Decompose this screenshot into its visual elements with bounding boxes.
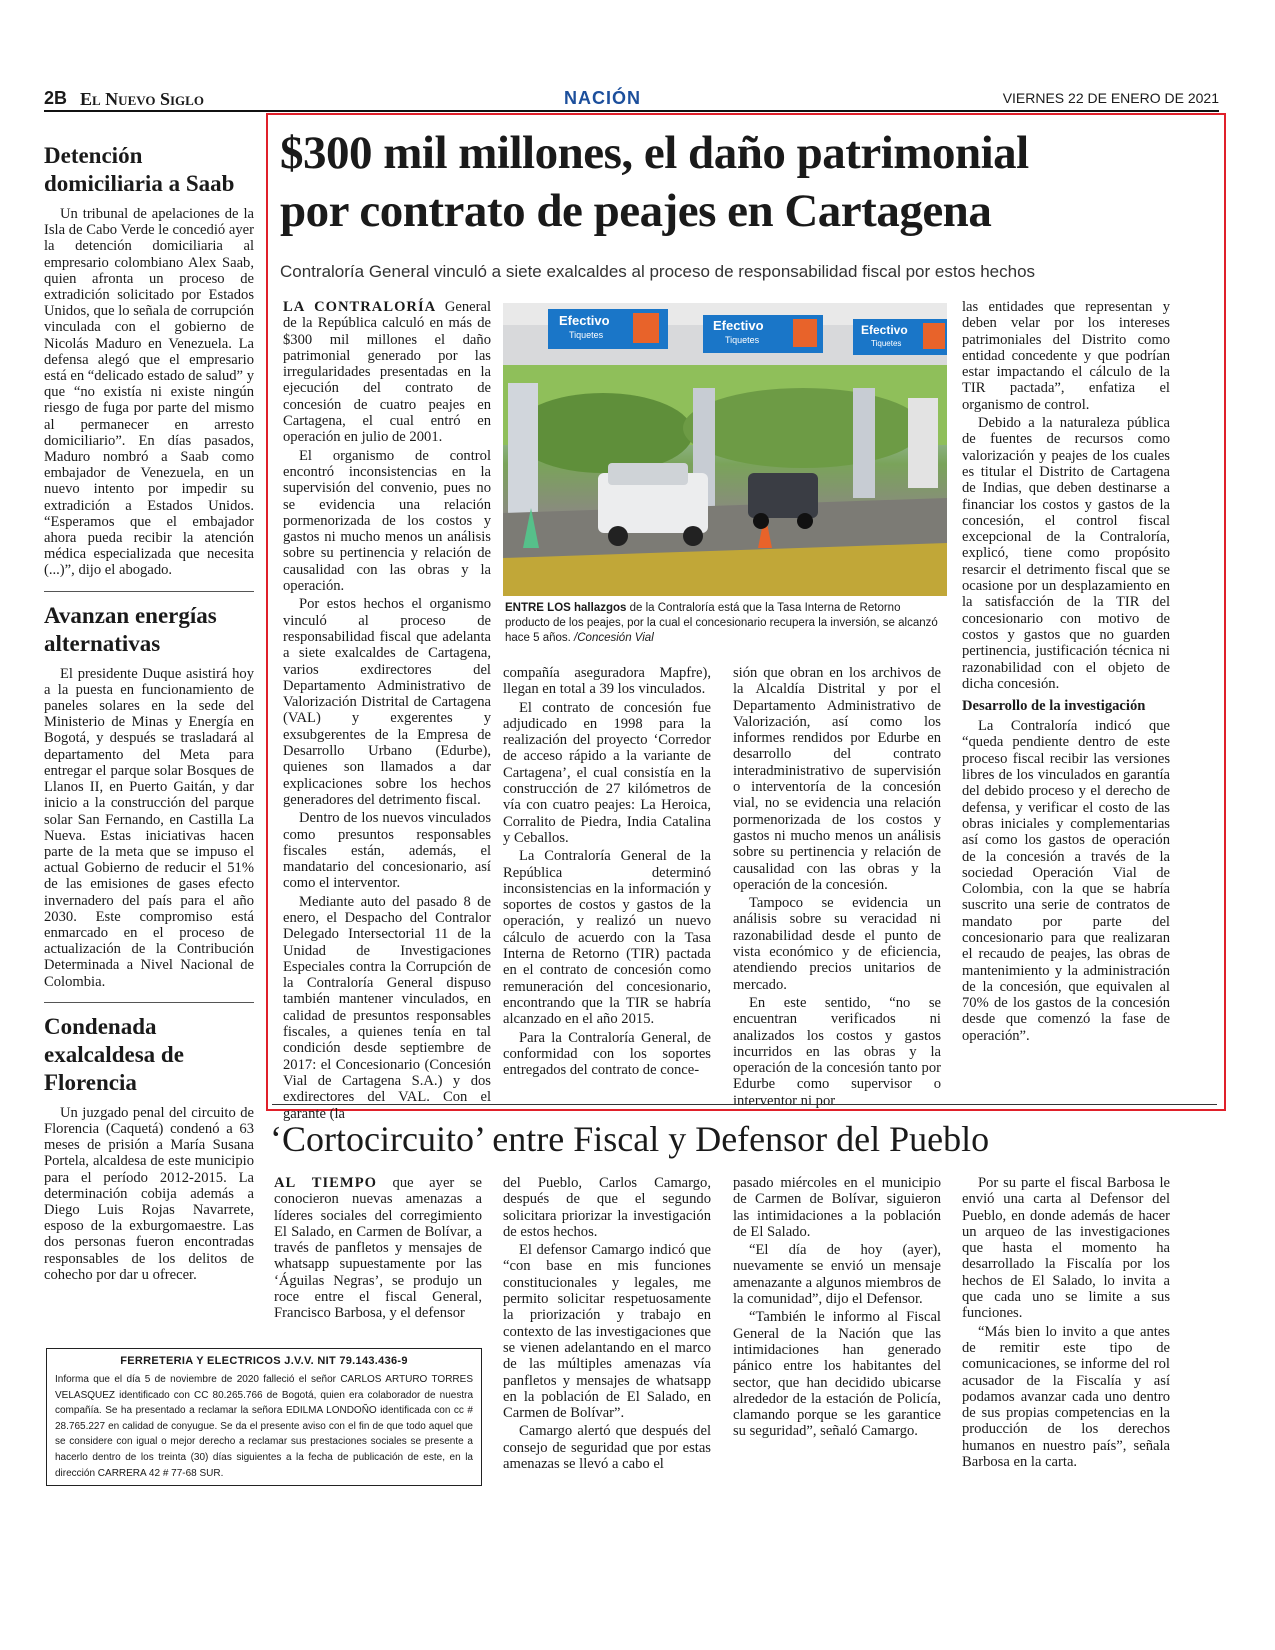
main-col-4: [962, 299, 1170, 1046]
story1-body: Un tribunal de apelaciones de la Isla de Cabo Verde le concedió ayer la detención domiciliaria al empresario colombiano Alex Saab, quien afronta un proceso de extradición solicitado por Estados Unidos, que lo señala de corrupción vinculada con el gobierno de Nicolás Maduro en Venezuela. La defensa alegó que el empresario está en “delicado estado de salud” y que “no existía ni existe ningún riesgo de fuga por parte del mismo al permanecer en arresto domiciliario”. En días pasados, Maduro nombró a Saab como embajador de Venezuela, en un nuevo intento por impedir su extradición a Estados Unidos. “Esperamos que el embajador ahora pueda recibir la atención médica especializada que necesita (...)”, dijo el abogado.: [44, 206, 254, 579]
sign-sublabel-1: Tiquetes: [569, 330, 604, 340]
paragraph: Debido a la naturaleza pública de fuentes de recursos como valorización y peajes de los cuales es titular el Distrito de Cartagena de Indias, que deben destinarse a financiar los costos y gastos de la concesión, el control fiscal excepcional de la Contraloría, explicó, tiene como propósito resarcir el detrimento fiscal que se ocasione por un desplazamiento en la satisfacción de la TIR del concesionario con motivo de costos y gastos que no guarden pertinencia, justificación técnica ni razonabilidad con el objeto de dicha concesión.: [962, 415, 1170, 692]
paragraph: sión que obran en los archivos de la Alcaldía Distrital y por el Departamento Administrativo de Valorización, así como los informes rendidos por Edurbe en desarrollo del contrato interadministrativo de supervisión o interventoría de la concesión vial, no se evidencia una relación pormenorizada de los costos y gastos ni mucho menos un análisis sobre su pertinencia y relación de causalidad con las obras y la operación de la concesión.: [733, 665, 941, 893]
main-col-3: [733, 665, 941, 1111]
paper-name: El Nuevo Siglo: [80, 89, 204, 109]
caption-lead: ENTRE LOS hallazgos: [505, 602, 627, 614]
story3-title: Condenada exalcaldesa de Florencia: [44, 1013, 184, 1095]
sign-label-2: Efectivo: [713, 318, 764, 333]
paragraph: “Más bien lo invito a que antes de remitir este tipo de comunicaciones, se informe del rol acusador de la Fiscalía y así podamos avanzar cada uno dentro de sus propias competencias en la producción de los derechos humanos en nuestro país”, señala Barbosa en la carta.: [962, 1323, 1170, 1471]
page-header: [44, 88, 1219, 112]
story1-title: Detención domiciliaria a Saab: [44, 143, 235, 196]
headline-line-2: por contrato de peajes en Cartagena: [280, 185, 992, 237]
paragraph: Para la Contraloría General, de conformidad con los soportes entregados del contrato de conce-: [503, 1029, 711, 1079]
lead-word: LA CONTRALORÍA: [283, 299, 437, 315]
main-headline: [280, 124, 1220, 240]
paragraph: pasado miércoles en el municipio de Carmen de Bolívar, siguieron las intimidaciones a la población de El Salado.: [733, 1175, 941, 1240]
sidebar: [44, 142, 254, 1283]
paragraph: El defensor Camargo indicó que “con base en mis funciones constitucionales y legales, me permito solicitar respetuosamente la priorización y trabajo en contexto de las investigaciones que se vienen adelantando en el marco de las múltiples amenazas vía panfletos y mensajes de whatsapp en la población de El Salado, en Carmen de Bolívar”.: [503, 1242, 711, 1422]
main-col-2: [503, 665, 711, 1080]
sidebar-divider: [44, 1002, 254, 1003]
main-col-1: [283, 299, 491, 1124]
paragraph: LA CONTRALORÍA General de la República calculó en más de $300 mil millones el daño patrimonial generado por las irregularidades presentadas en la ejecución del contrato de concesión de cuatro peajes en Cartagena, el cual entró en operación en julio de 2001.: [283, 299, 491, 446]
paragraph: las entidades que representan y deben velar por los intereses patrimoniales del Distrito como entidad concedente y que podrían estar impactando el cálculo de la TIR pactada”, enfatiza el organismo de control.: [962, 299, 1170, 413]
sign-sublabel-3: Tiquetes: [871, 339, 902, 348]
main-subheadline: Contraloría General vinculó a siete exalcaldes al proceso de responsabilidad fiscal por estos hechos: [280, 262, 1036, 281]
paragraph: El contrato de concesión fue adjudicado en 1998 para la realización del proyecto ‘Corredor de acceso rápido a la variante de Cartagena’, el cual consistía en la construcción de 27 kilómetros de vía con cuatro peajes: La Heroica, Corralito de Piedra, India Catalina y Ceballos.: [503, 699, 711, 846]
photo-caption: ENTRE LOS hallazgos de la Contraloría está que la Tasa Interna de Retorno producto de los peajes, por la cual el concesionario recupera la inversión, se alcanzó hace 5 años. /Concesión Vial: [505, 602, 938, 644]
story2-body: El presidente Duque asistirá hoy a la puesta en funcionamiento de paneles solares en la sede del Ministerio de Minas y Energía en Bogotá, y después se trasladará al departamento del Meta para entregar el parque solar Bosques de Llanos II, en Puerto Gaitán, y dar inicio a la construcción del parque solar San Fernando, en Castilla La Nueva. Estas iniciativas hacen parte de la meta que se impuso el actual Gobierno de reducir el 51% de las emisiones de gases efecto invernadero del país para el año 2030. Este compromiso está enmarcado en el proceso de actualización de la Contribución Determinada a Nivel Nacional de Colombia.: [44, 665, 254, 990]
paragraph: En este sentido, “no se encuentran verificados ni analizados los costos y gastos incurridos en las obras y la operación de la concesión tanto por Edurbe como supervisor o interventor ni por: [733, 994, 941, 1109]
paragraph: AL TIEMPO que ayer se conocieron nuevas amenazas a líderes sociales del corregimiento El Salado, en Carmen de Bolívar, a través de panfletos y mensajes de whatsapp supuestamente por las ‘Águilas Negras’, se produjo un roce entre el fiscal General, Francisco Barbosa, y el defensor: [274, 1175, 482, 1322]
sign-sublabel-2: Tiquetes: [725, 335, 760, 345]
second-col-3: [733, 1175, 941, 1442]
page-number: 2B: [44, 88, 68, 108]
paragraph: La Contraloría General de la República determinó inconsistencias en la información y soportes de costos y gastos de la operación, y realizó un nuevo cálculo de acuerdo con la Tasa Interna de Retorno (TIR) pactada en el contrato de concesión como remuneración del concesionario, encontrando que la TIR se habría alcanzado en el año 2015.: [503, 848, 711, 1028]
paragraph: La Contraloría indicó que “queda pendiente dentro de este proceso fiscal recibir las versiones libres de los vinculados en garantía del debido proceso y el derecho de defensa, y verificar el costo de las obras iniciales y complementarias así como los gastos de operación de la concesión a través de la sociedad Operación Vial de Colombia, con la que se habría suscrito una serie de contratos de mandato por parte del concesionario para que realizaran el recaudo de peajes, las obras de mantenimiento y la administración de la concesión, que equivalen al 70% de los gastos de la concesión desde que comenzó la fase de operación”.: [962, 718, 1170, 1044]
headline-line-1: $300 mil millones, el daño patrimonial: [280, 127, 1029, 179]
notice-title: FERRETERIA Y ELECTRICOS J.V.V. NIT 79.143.436-9: [120, 1355, 408, 1367]
paragraph: Por estos hechos el organismo vinculó al proceso de responsabilidad fiscal que adelanta a siete exalcaldes de Cartagena, varios exdirectores del Departamento Administrativo de Valorización Distrital de Cartagena (VAL) y exgerentes y exsubgerentes de la Empresa de Desarrollo Urbano (Edurbe), quienes son llamados a dar explicaciones sobre los hechos generadores del detrimento fiscal.: [283, 596, 491, 808]
toll-booth-photo: [503, 303, 947, 596]
second-headline: ‘Cortocircuito’ entre Fiscal y Defensor del Pueblo: [270, 1119, 990, 1159]
paragraph: compañía aseguradora Mapfre), llegan en total a 39 los vinculados.: [503, 665, 711, 698]
paragraph: Mediante auto del pasado 8 de enero, el Despacho del Contralor Delegado Intersectorial 11 de la Unidad de Investigaciones Especiales contra la Corrupción de la Contraloría General dispuso también mantener vinculados, en calidad de presuntos responsables fiscales, a quienes tenía en tal condición desde septiembre de 2017: el Concesionario (Concesión Vial de Cartagena S.A.) y dos exdirectores del VAL. Con el garante (la: [283, 893, 491, 1122]
second-col-4: [962, 1175, 1170, 1472]
paragraph: Camargo alertó que después del consejo de seguridad que por estas amenazas se llevó a cabo el: [503, 1423, 711, 1473]
paragraph: del Pueblo, Carlos Camargo, después de que el segundo solicitara priorizar la investigación de estos hechos.: [503, 1175, 711, 1240]
sign-label-3: Efectivo: [861, 323, 908, 337]
section-name: NACIÓN: [564, 88, 641, 108]
paragraph: Por su parte el fiscal Barbosa le envió una carta al Defensor del Pueblo, en donde además de hacer un arqueo de las investigaciones que hasta el momento ha desarrollado la Fiscalía por los hechos de El Salado, lo invita a que cada uno se limite a sus funciones.: [962, 1175, 1170, 1322]
section-subhead: Desarrollo de la investigación: [962, 698, 1146, 715]
lead-word: AL TIEMPO: [274, 1175, 377, 1191]
notice-body: Informa que el día 5 de noviembre de 2020 falleció el señor CARLOS ARTURO TORRES VELASQUEZ identificado con CC 80.265.766 de Bogotá, quien era colaborador de nuestra compañía. Se ha presentado a reclamar la señora EDILMA LONDOÑO identificada con cc # 28.765.227 en calidad de conyugue. Se da el presente aviso con el fin de que todo aquel que se considere con igual o mejor derecho a reclamar sus prestaciones sociales se presente a hacerlo dentro de los treinta (30) días siguientes a la fecha de publicación de este, en la dirección CARRERA 42 # 77-68 SUR.: [55, 1374, 473, 1479]
photo-credit: /Concesión Vial: [570, 632, 654, 644]
paragraph: Dentro de los nuevos vinculados como presuntos responsables fiscales están, además, el mandatario del concesionario, así como el interventor.: [283, 810, 491, 892]
paragraph: Tampoco se evidencia un análisis sobre su veracidad ni razonabilidad desde el punto de vista económico y de eficiencia, atendiendo precios unitarios de mercado.: [733, 895, 941, 993]
second-col-2: [503, 1175, 711, 1474]
sign-label-1: Efectivo: [559, 313, 610, 328]
sidebar-divider: [44, 591, 254, 592]
header-rule: [44, 110, 1219, 112]
paragraph: El organismo de control encontró inconsistencias en la supervisión del convenio, pues no se evidencia una relación pormenorizada de los costos y gastos ni mucho menos un análisis sobre su pertinencia y relación de causalidad con las obras y la operación.: [283, 447, 491, 595]
paragraph: “El día de hoy (ayer), nuevamente se envió un mensaje amenazante a algunos miembros de la comunidad”, dijo el Defensor.: [733, 1242, 941, 1308]
story3-body: Un juzgado penal del circuito de Florencia (Caquetá) condenó a 63 meses de prisión a María Susana Portela, alcaldesa de este municipio para el período 2012-2015. La determinación cobija además a Diego Luis Rojas Navarrete, esposo de la exburgomaestre. Las dos personas fueron encontradas responsables de los delitos de cohecho por dar u ofrecer.: [44, 1104, 254, 1283]
story-divider: [272, 1104, 1217, 1105]
page-date: VIERNES 22 DE ENERO DE 2021: [1002, 90, 1219, 106]
legal-notice: [46, 1348, 482, 1486]
paragraph: “También le informo al Fiscal General de la Nación que las intimidaciones han generado pánico entre los habitantes del sector, que han decidido ubicarse alrededor de la estación de Policía, clamando porque se les garantice su seguridad”, señaló Camargo.: [733, 1309, 941, 1440]
second-col-1: [274, 1175, 482, 1324]
story2-title: Avanzan energías alternativas: [44, 602, 217, 656]
